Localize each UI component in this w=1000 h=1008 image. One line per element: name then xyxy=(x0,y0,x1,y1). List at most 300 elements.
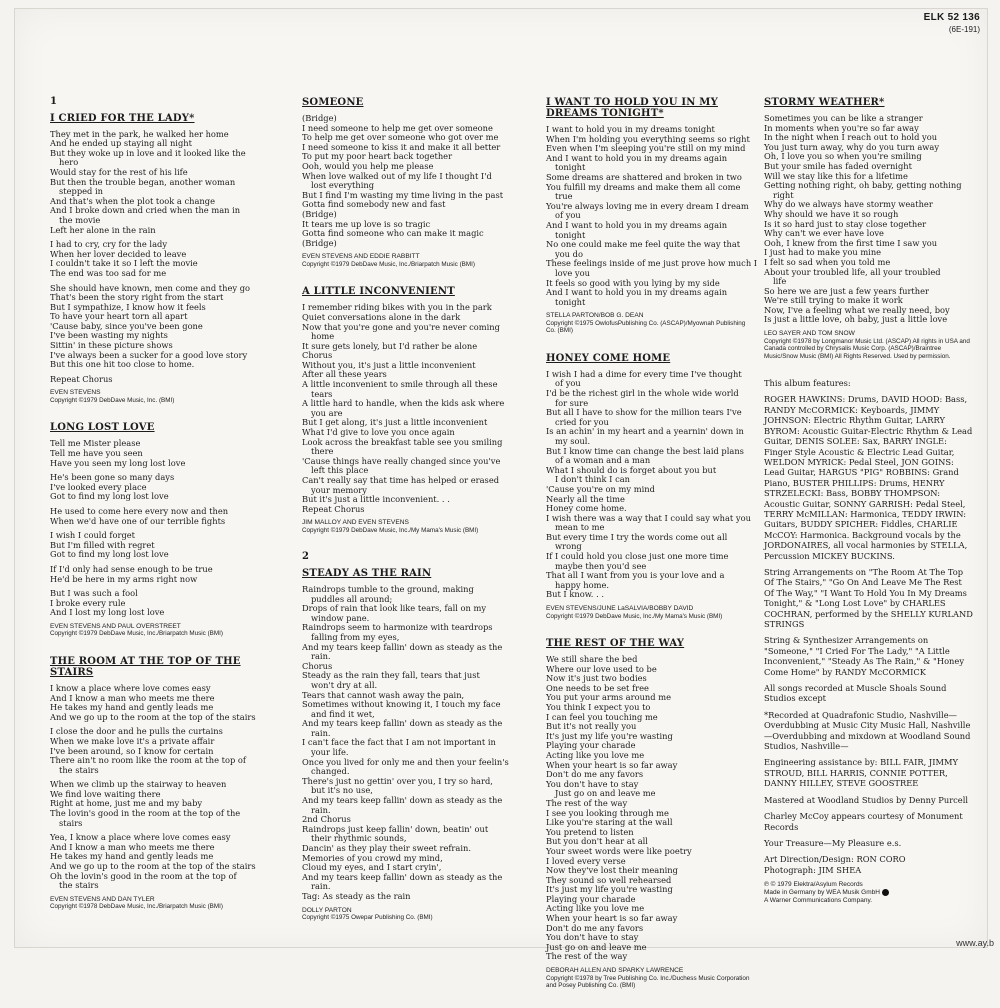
lyric-line: In the night when I reach out to hold you xyxy=(764,132,938,143)
album-notes xyxy=(764,378,974,875)
song-title: HONEY COME HOME xyxy=(546,352,671,364)
lyric-line: But I'm filled with regret xyxy=(50,539,155,550)
lyric-line: You don't have to stay xyxy=(546,778,639,789)
lyric-line: Now it's just two bodies xyxy=(546,673,647,684)
copyright-line: Copyright ©1978 by Longmanor Music Ltd. (ASCAP) All rights in USA and Canada controlled by Chrysalis Music Corp. (ASCAP)/Braintree Music/Snow Music (BMI) All Rights Reserved. Used by permission. xyxy=(764,337,970,360)
lyric-line: I felt so sad when you told me xyxy=(764,256,891,267)
songwriters: EVEN STEVENS xyxy=(50,389,101,397)
lyric-line: You fulfill my dreams and make them all come xyxy=(546,181,741,192)
lyric-line: Chorus xyxy=(302,660,333,671)
lyric-line: We find love waiting there xyxy=(50,788,161,799)
lyric-line: Don't do me any favors xyxy=(546,922,644,933)
note-paragraph: Your Treasure—My Pleasure e.s. xyxy=(764,837,902,848)
lyric-line: Got to find my long lost love xyxy=(50,491,169,502)
lyric-line: But I get along, it's just a little inconvenient xyxy=(302,417,488,428)
song-block xyxy=(302,286,512,534)
lyric-line: Like you're staring at the wall xyxy=(546,817,673,828)
lyric-line: Repeat Chorus xyxy=(50,373,113,384)
copyright-line: Copyright ©1975 Owepar Publishing Co. (BMI) xyxy=(302,914,433,922)
lyric-line: It's just my life you're wasting xyxy=(546,884,673,895)
lyric-line: And he ended up staying all night xyxy=(50,138,192,149)
song-block xyxy=(546,97,756,335)
lyric-line: I wish I had a dime for every time I've thought xyxy=(546,368,742,379)
lyric-line: of you xyxy=(555,210,581,221)
lyric-line: falling from my eyes, xyxy=(311,631,400,642)
lyric-stanza xyxy=(50,507,260,526)
lyric-line: Now that you're gone and you're never coming xyxy=(302,321,500,332)
lyric-line: (Bridge) xyxy=(302,208,337,219)
lyric-line: 'Cause you're on my mind xyxy=(546,483,655,494)
lyric-line: I've looked every place xyxy=(50,481,147,492)
lyric-line: Quiet conversations alone in the dark xyxy=(302,311,461,322)
lyric-stanza xyxy=(302,303,512,514)
lyric-line: Now, I've a feeling what we really need, boy xyxy=(764,304,950,315)
lyric-line: I wish there was a way that I could say what you xyxy=(546,512,751,523)
lyric-line: there xyxy=(311,446,334,457)
copyright-line: Copyright ©1979 DebDave Music, Inc./My Mama's Music (BMI) xyxy=(302,526,479,534)
lyric-line: home xyxy=(311,331,335,342)
lyric-line: I close the door and he pulls the curtains xyxy=(50,726,223,737)
lyric-line: To have your heart torn all apart xyxy=(50,311,188,322)
lyric-line: But every time I try the words come out all xyxy=(546,531,728,542)
lyric-line: But they woke up in love and it looked like the xyxy=(50,147,246,158)
lyric-line: But I sympathize, I know how it feels xyxy=(50,301,206,312)
lyric-line: I'd be the richest girl in the whole wide world xyxy=(546,387,739,398)
lyric-line: Sittin' in these picture shows xyxy=(50,340,173,351)
legal-line: ℗ © 1979 Elektra/Asylum Records xyxy=(764,881,863,889)
lyric-line: won't dry at all. xyxy=(311,679,378,690)
lyric-line: Just go on and leave me xyxy=(546,941,647,952)
lyric-line: my soul. xyxy=(555,435,591,446)
lyric-line: And I know a man who meets me there xyxy=(50,692,215,703)
lyric-line: I loved every verse xyxy=(546,855,626,866)
lyric-line: It tears me up love is so tragic xyxy=(302,218,431,229)
lyric-line: Tears that cannot wash away the pain, xyxy=(302,689,465,700)
lyric-line: Raindrops tumble to the ground, making xyxy=(302,583,474,594)
wea-logo-icon xyxy=(882,889,889,896)
lyric-line: When we make love it's a private affair xyxy=(50,735,215,746)
side-number: 1 xyxy=(50,96,57,107)
songwriters: EVEN STEVENS AND DAN TYLER xyxy=(50,895,155,903)
lyric-line: You don't have to stay xyxy=(546,932,639,943)
lyric-line: left this place xyxy=(311,465,369,476)
lyric-line: Steady as the rain they fall, tears that just xyxy=(302,670,480,681)
lyric-line: Your sweet words were like poetry xyxy=(546,845,692,856)
lyric-line: Raindrops seem to harmonize with teardrops xyxy=(302,622,493,633)
lyric-line: When I'm holding you everything seems so right xyxy=(546,133,750,144)
note-paragraph: Mastered at Woodland Studios by Denny Purcell xyxy=(764,794,969,805)
song-block xyxy=(50,422,260,638)
song-credit xyxy=(546,312,756,335)
song-credit xyxy=(546,605,756,620)
lyric-line: I don't think I can xyxy=(555,474,631,485)
lyric-line: There ain't no room like the room at the top of xyxy=(50,755,246,766)
lyric-line: of you xyxy=(555,378,581,389)
lyric-line: Raindrops just keep fallin' down, beatin' out xyxy=(302,823,489,834)
lyric-line: When we climb up the stairway to heaven xyxy=(50,779,227,790)
lyric-line: And we go up to the room at the top of the stairs xyxy=(50,711,256,722)
side-number: 2 xyxy=(302,551,309,563)
song-title: I WANT TO HOLD YOU IN MY DREAMS TONIGHT* xyxy=(546,97,718,119)
lyric-column-3 xyxy=(546,97,756,1008)
lyric-line: Is an achin' in my heart and a yearnin' down in xyxy=(546,426,744,437)
lyric-line: That all I want from you is your love and a xyxy=(546,570,725,581)
songwriters: DOLLY PARTON xyxy=(302,906,352,914)
lyric-line: But your smile has faded overnight xyxy=(764,160,912,171)
lyric-line: I've been wasting my nights xyxy=(50,330,168,341)
lyric-line: They sound so well rehearsed xyxy=(546,874,672,885)
lyric-line: Ooh, I knew from the first time I saw you xyxy=(764,237,938,248)
lyric-line: They met in the park, he walked her home xyxy=(50,128,229,139)
lyric-line: Left her alone in the rain xyxy=(50,224,156,235)
lyric-stanza xyxy=(50,780,260,828)
lyric-line: stepped in xyxy=(59,186,103,197)
lyric-line: you are xyxy=(311,407,343,418)
lyric-stanza xyxy=(50,473,260,502)
lyric-line: To help me get over someone who got over me xyxy=(302,132,499,143)
lyric-line: But then the trouble began, another woman xyxy=(50,176,236,187)
song-block xyxy=(546,638,756,990)
lyric-line: You think I expect you to xyxy=(546,702,651,712)
lyric-line: the movie xyxy=(59,214,101,225)
note-paragraph: This album features: xyxy=(764,378,851,389)
lyric-line: and find it wet, xyxy=(311,708,375,719)
lyric-line: He'd be here in my arms right now xyxy=(50,573,198,584)
lyric-line: Sometimes without knowing it, I touch my face xyxy=(302,699,501,710)
lyric-line: Right at home, just me and my baby xyxy=(50,798,203,809)
lyric-line: window pane. xyxy=(311,612,370,623)
lyric-line: rain. xyxy=(311,804,331,815)
lyric-line: for sure xyxy=(555,397,589,408)
lyric-line: of a woman and a man xyxy=(555,455,651,466)
lyric-line: Can't really say that time has helped or erased xyxy=(302,475,500,485)
note-paragraph: *Recorded at Quadrafonic Studio, Nashville—Overdubbing at Music City Music Hall, Nashville—Overdubbing and mixdown at Woodland Sound Studios, Nashville— xyxy=(764,709,971,752)
lyric-line: rain. xyxy=(311,881,331,892)
lyric-line: Don't do me any favors xyxy=(546,769,644,780)
note-paragraph: ROGER HAWKINS: Drums, DAVID HOOD: Bass, RANDY McCORMICK: Keyboards, JIMMY JOHNSON: Electric Rhythm Guitar, LARRY BYROM: Acoustic Guitar-Electric Rhythm & Lead Guitar, DENIS SOLEE: Sax, BARRY INGLE: Finger Style Acoustic & Electric Lead Guitar, WELDON MYRICK: Pedal Steel, JON GOINS: Lead Guitar, HARGUS "PIG" ROBBINS: Grand Piano, BUSTER PHILLIPS: Drums, HENRY STRZELECKI: Bass, BOBBY THOMPSON: Acoustic Guitar, SONNY GARRISH: Pedal Steel, TERRY McMILLAN: Harmonica, TEDDY IRWIN: Guitars, BUDDY SPICHER: Fiddles, CHARLIE McCOY: Harmonica. Background vocals by the JORDONAIRES, all vocal harmonies by STELLA, Percussion MICKEY BUCKINS. xyxy=(764,394,973,561)
song-title: THE ROOM AT THE TOP OF THE STAIRS xyxy=(50,655,241,678)
lyric-line: But it's just a little inconvenient. . . xyxy=(302,494,450,505)
lyric-stanza xyxy=(50,565,260,584)
lyric-line: It feels so good with you lying by my side xyxy=(546,277,720,288)
note-paragraph: String Arrangements on "The Room At The Top Of The Stairs," "Go On And Leave Me The Rest Of The Way," "I Want To Hold You In My Dreams Tonight," & "Long Lost Love" by CHARLES COCHRAN, performed by the SHELLY KURLAND STRINGS xyxy=(764,566,973,629)
lyric-line: lost everything xyxy=(311,180,375,191)
lyric-line: Tell me have you seen xyxy=(50,448,143,459)
lyric-line: What I'd give to love you once again xyxy=(302,427,455,438)
lyric-line: Now they've lost their meaning xyxy=(546,865,678,876)
song-credit xyxy=(302,907,512,922)
lyric-line: And my tears keep fallin' down as steady as the xyxy=(302,718,503,729)
watermark: www.ay.b xyxy=(956,938,994,948)
lyric-line: And we go up to the room at the top of the stairs xyxy=(50,861,256,872)
lyric-line: Without you, it's just a little inconvenient xyxy=(302,359,476,370)
lyric-line: After all these years xyxy=(302,369,387,380)
lyric-stanza xyxy=(302,585,512,902)
lyric-line: Tell me Mister please xyxy=(50,438,141,449)
song-block xyxy=(302,97,512,268)
lyric-line: There's just no gettin' over you, I try so hard, xyxy=(302,775,493,786)
lyric-line: I want to hold you in my dreams tonight xyxy=(546,124,715,134)
lyric-line: I just had to make you mine xyxy=(764,247,882,258)
lyric-line: And my tears keep fallin' down as steady as the xyxy=(302,641,503,652)
lyric-stanza xyxy=(546,370,756,600)
note-paragraph: String & Synthesizer Arrangements on "Someone," "I Cried For The Lady," "A Little Inconvenient," "Steady As The Rain," & "Honey Come Home" by RANDY McCORMICK xyxy=(764,635,965,677)
lyric-line: Getting nothing right, oh baby, getting nothing xyxy=(764,180,962,191)
lyric-line: I can feel you touching me xyxy=(546,711,658,722)
lyric-line: their rhythmic sounds, xyxy=(311,833,407,844)
lyric-line: stairs xyxy=(59,817,83,828)
lyric-line: I see you looking through me xyxy=(546,807,669,818)
lyric-column-1 xyxy=(50,97,260,929)
lyric-line: Why should we have it so rough xyxy=(764,208,899,219)
lyric-line: Some dreams are shattered and broken in two xyxy=(546,171,742,182)
lyric-line: But I find I'm wasting my time living in the past xyxy=(302,189,504,200)
songwriters: EVEN STEVENS AND PAUL OVERSTREET xyxy=(50,622,181,630)
lyric-line: But all I have to show for the million tears I've xyxy=(546,407,742,418)
lyric-line: Once you lived for only me and then your feelin's xyxy=(302,756,509,767)
lyric-column-2 xyxy=(302,97,512,940)
lyric-line: No one could make me feel quite the way that xyxy=(546,239,741,250)
lyric-stanza xyxy=(764,114,974,325)
lyric-line: And I want to hold you in my dreams again xyxy=(546,152,728,163)
lyric-line: So here we are just a few years further xyxy=(764,285,929,296)
songwriters: STELLA PARTON/BOB G. DEAN xyxy=(546,312,644,320)
lyric-line: And I want to hold you in my dreams again xyxy=(546,219,728,230)
lyric-line: But this one hit too close to home. xyxy=(50,359,195,370)
song-title: A LITTLE INCONVENIENT xyxy=(302,286,455,298)
lyric-line: Chorus xyxy=(302,350,333,361)
lyric-line: changed. xyxy=(311,766,350,777)
lyric-line: Oh, I love you so when you're smiling xyxy=(764,151,922,162)
song-credit xyxy=(764,330,974,360)
lyric-line: love you xyxy=(555,267,590,278)
lyric-stanza xyxy=(50,833,260,891)
lyric-line: But I know. . . xyxy=(546,589,604,600)
lyric-line: (Bridge) xyxy=(302,113,337,123)
lyric-line: I need someone to help me get over someone xyxy=(302,122,493,133)
lyric-line: If I could hold you close just one more time xyxy=(546,551,729,562)
lyric-stanza xyxy=(50,727,260,775)
lyric-line: She should have known, men come and they go xyxy=(50,282,251,293)
lyric-line: Tag: As steady as the rain xyxy=(302,890,411,901)
lyric-line: 2nd Chorus xyxy=(302,814,351,825)
lyric-line: And I know a man who meets me there xyxy=(50,841,215,852)
lyric-line: cried for you xyxy=(555,416,609,427)
lyric-line: life xyxy=(773,276,787,287)
lyric-line: We're still trying to make it work xyxy=(764,295,903,306)
lyric-line: Acting like you love me xyxy=(546,903,645,914)
song-block xyxy=(764,97,974,360)
song-credit xyxy=(50,623,260,638)
note-paragraph: Art Direction/Design: RON CORO Photograph: JIM SHEA xyxy=(764,854,906,875)
lyric-line: your memory xyxy=(311,484,367,495)
lyric-line: Nearly all the time xyxy=(546,493,625,504)
copyright-line: Copyright ©1979 DebDave Music, Inc./Briarpatch Music (BMI) xyxy=(302,260,475,268)
lyric-line: Gotta find somebody new and fast xyxy=(302,199,446,210)
song-title: STORMY WEATHER* xyxy=(764,97,885,108)
lyric-line: Memories of you crowd my mind, xyxy=(302,852,443,863)
lyric-line: Have you seen my long lost love xyxy=(50,457,186,468)
catalog-number: ELK 52 136 (6E-191) xyxy=(923,12,980,34)
lyric-stanza xyxy=(50,531,260,560)
song-title: I CRIED FOR THE LADY* xyxy=(50,112,195,124)
song-block xyxy=(302,568,512,922)
label-legal xyxy=(764,881,974,905)
lyric-line: Why do we always have stormy weather xyxy=(764,199,933,210)
lyric-line: Is just a little love, oh baby, just a little love xyxy=(764,314,948,325)
note-paragraph: Charley McCoy appears courtesy of Monument Records xyxy=(764,811,963,832)
songwriters: EVEN STEVENS/JUNE LaSALVIA/BOBBY DAVID xyxy=(546,605,694,613)
lyric-line: I broke every rule xyxy=(50,597,126,608)
lyric-line: Would stay for the rest of his life xyxy=(50,166,188,177)
lyric-line: A little hard to handle, when the kids ask where xyxy=(302,398,505,409)
lyric-line: Oh the lovin's good in the room at the top of xyxy=(50,870,237,881)
lyric-stanza xyxy=(50,375,260,385)
song-title: SOMEONE xyxy=(302,97,364,108)
lyric-line: A little inconvenient to smile through all these xyxy=(302,379,498,390)
lyric-stanza xyxy=(302,114,512,248)
copyright-line: Copyright ©1979 DebDave Music, Inc./Briarpatch Music (BMI) xyxy=(50,630,223,638)
lyric-line: And I want to hold you in my dreams again xyxy=(546,287,728,298)
copyright-line: Copyright ©1979 DebDave Music, Inc. (BMI) xyxy=(50,396,175,404)
lyric-line: And my tears keep fallin' down as steady as the xyxy=(302,871,503,882)
lyric-line: Will we stay like this for a lifetime xyxy=(764,170,908,181)
lyric-line: The end was too sad for me xyxy=(50,267,167,278)
lyric-line: He takes my hand and gently leads me xyxy=(50,702,214,713)
lyric-line: And that's when the plot took a change xyxy=(50,195,215,206)
lyric-line: happy home. xyxy=(555,579,609,590)
lyric-line: Even when I'm sleeping you're still on my mind xyxy=(546,143,746,154)
lyric-stanza xyxy=(50,284,260,370)
lyric-line: the stairs xyxy=(59,880,99,891)
lyric-line: I need someone to kiss it and make it all better xyxy=(302,141,501,152)
lyric-line: Drops of rain that look like tears, fall on my xyxy=(302,603,487,614)
lyric-line: tonight xyxy=(555,162,586,173)
lyric-line: When your heart is so far away xyxy=(546,759,678,770)
song-credit xyxy=(546,967,756,990)
copyright-line: Copyright ©1975 OwlofusPublishing Co. (ASCAP)/Myownah Publishing Co. (BMI) xyxy=(546,319,746,335)
lyric-line: but it's no use, xyxy=(311,785,373,796)
lyric-stanza xyxy=(546,125,756,307)
lyric-stanza xyxy=(50,439,260,468)
lyric-line: The lovin's good in the room at the top of the xyxy=(50,808,241,819)
lyric-line: 'Cause baby, since you've been gone xyxy=(50,320,203,331)
lyric-line: I wish I could forget xyxy=(50,530,135,541)
song-credit xyxy=(50,389,260,404)
lyric-line: When love walked out of my life I thought I'd xyxy=(302,170,492,181)
song-title: STEADY AS THE RAIN xyxy=(302,567,432,579)
lyric-stanza xyxy=(50,130,260,236)
lyric-line: One needs to be set free xyxy=(546,682,649,693)
lyric-line: Playing your charade xyxy=(546,740,636,751)
lyric-line: Look across the breakfast table see you smiling xyxy=(302,436,503,447)
lyric-line: He takes my hand and gently leads me xyxy=(50,851,214,862)
lyric-line: You're always loving me in every dream I dream xyxy=(546,200,749,211)
lyric-line: But it's not really you xyxy=(546,721,637,732)
lyric-line: You just turn away, why do you turn away xyxy=(764,141,940,152)
lyric-line: When we'd have one of our terrible fights xyxy=(50,515,226,526)
lyric-line: You put your arms around me xyxy=(546,692,671,703)
song-credit xyxy=(302,519,512,534)
lyric-stanza xyxy=(546,655,756,962)
lyric-line: I know a place where love comes easy xyxy=(50,682,211,693)
lyric-line: (Bridge) xyxy=(302,237,337,248)
lyric-line: you do xyxy=(555,248,583,259)
lyric-line: If I'd only had sense enough to be true xyxy=(50,563,213,574)
songwriters: LEO SAYER AND TOM SNOW xyxy=(764,330,855,338)
copyright-line: Copyright ©1979 DebDave Music, Inc./My Mama's Music (BMI) xyxy=(546,612,723,620)
legal-line: A Warner Communications Company. xyxy=(764,897,873,905)
lyric-line: When your heart is so far away xyxy=(546,913,678,924)
lyric-line: puddles all around; xyxy=(311,593,393,604)
lyric-line: I couldn't take it so I left the movie xyxy=(50,258,198,269)
lyric-line: Ooh, would you help me please xyxy=(302,160,434,171)
lyric-line: Sometimes you can be like a stranger xyxy=(764,113,923,123)
lyric-stanza xyxy=(50,589,260,618)
song-title: LONG LOST LOVE xyxy=(50,422,155,434)
lyric-line: The rest of the way xyxy=(546,797,628,808)
lyric-line: the stairs xyxy=(59,764,99,775)
lyric-line: We still share the bed xyxy=(546,654,638,665)
lyric-line: Repeat Chorus xyxy=(302,503,365,514)
songwriters: DEBORAH ALLEN AND SPARKY LAWRENCE xyxy=(546,967,684,975)
lyric-line: When her lover decided to leave xyxy=(50,248,187,259)
lyric-line: He's been gone so many days xyxy=(50,472,175,483)
lyric-line: It sure gets lonely, but I'd rather be alone xyxy=(302,340,478,351)
lyric-line: Dancin' as they play their sweet refrain. xyxy=(302,843,471,853)
lyric-line: But I was such a fool xyxy=(50,588,138,599)
lyric-line: In moments when you're so far away xyxy=(764,122,919,133)
lyric-line: rain. xyxy=(311,651,331,662)
lyric-column-4 xyxy=(764,97,974,905)
lyric-line: You pretend to listen xyxy=(546,826,634,837)
lyric-line: Playing your charade xyxy=(546,893,636,904)
lyric-line: But I know time can change the best laid plans xyxy=(546,445,744,456)
lyric-line: Cloud my eyes, and I start cryin', xyxy=(302,862,442,873)
lyric-line: wrong xyxy=(555,541,582,552)
lyric-line: tears xyxy=(311,388,333,399)
lyric-line: What I should do is forget about you but xyxy=(546,464,717,475)
song-block xyxy=(50,656,260,911)
song-credit xyxy=(302,253,512,268)
lyric-line: And I lost my long lost love xyxy=(50,607,165,618)
lyric-line: And I broke down and cried when the man in xyxy=(50,205,241,216)
copyright-line: Copyright ©1978 by Tree Publishing Co. Inc./Duchess Music Corporation and Posey Publishing Co. (BMI) xyxy=(546,974,750,990)
lyric-line: It's just my life you're wasting xyxy=(546,730,673,741)
lyric-line: mean to me xyxy=(555,522,605,533)
song-title: THE REST OF THE WAY xyxy=(546,638,685,650)
lyric-line: I had to cry, cry for the lady xyxy=(50,239,168,250)
lyric-line: rain. xyxy=(311,727,331,738)
legal-line: Made in Germany by WEA Musik GmbH xyxy=(764,889,974,897)
note-paragraph: Engineering assistance by: BILL FAIR, JIMMY STROUD, BILL HARRIS, CONNIE POTTER, DANNY HILLEY, STEVE GOOSTREE xyxy=(764,757,958,789)
songwriters: EVEN STEVENS AND EDDIE RABBITT xyxy=(302,253,420,261)
lyric-stanza xyxy=(50,240,260,278)
lyric-line: Got to find my long lost love xyxy=(50,549,169,560)
lyric-line: your life. xyxy=(311,747,349,758)
note-paragraph: All songs recorded at Muscle Shoals Sound Studios except xyxy=(764,683,947,704)
lyric-line: Acting like you love me xyxy=(546,749,645,760)
lyric-stanza xyxy=(50,684,260,722)
lyric-line: He used to come here every now and then xyxy=(50,506,229,516)
copyright-line: Copyright ©1978 DebDave Music, Inc./Briarpatch Music (BMI) xyxy=(50,903,223,911)
lyric-line: tonight xyxy=(555,296,586,307)
song-block xyxy=(50,113,260,405)
lyric-line: I've always been a sucker for a good love story xyxy=(50,349,248,360)
lyric-line: I can't face the fact that I am not important in xyxy=(302,737,496,748)
lyric-line: I remember riding bikes with you in the park xyxy=(302,302,492,313)
lyric-line: The rest of the way xyxy=(546,951,628,962)
